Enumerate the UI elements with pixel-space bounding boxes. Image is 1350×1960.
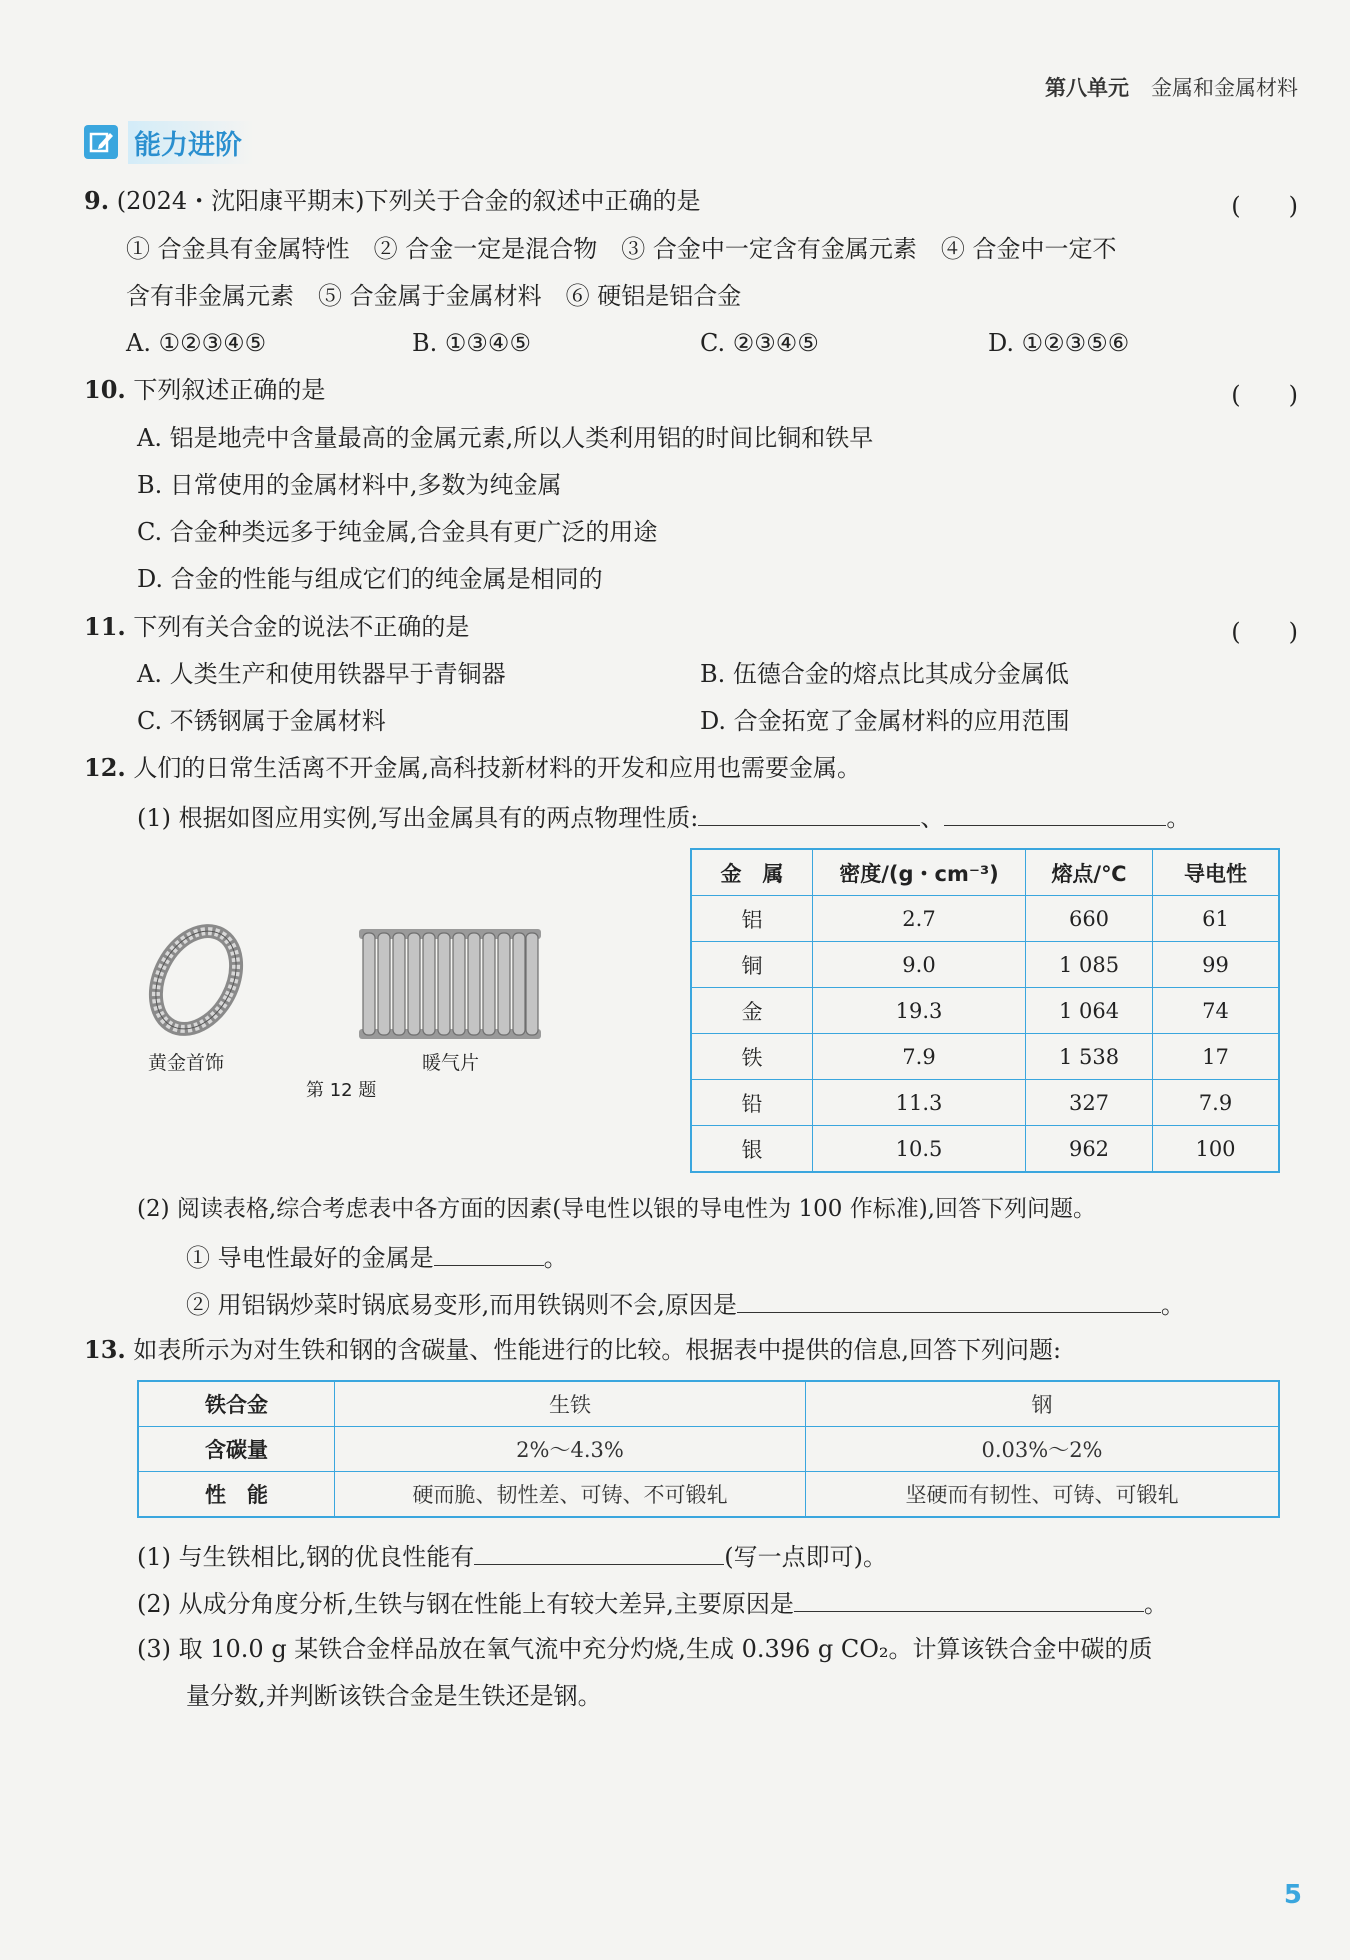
q9-option-c: C. ②③④⑤ (700, 329, 819, 357)
answer-blank[interactable] (737, 1288, 1161, 1313)
q9-option-a: A. ①②③④⑤ (126, 329, 267, 357)
q12-part1: (1) 根据如图应用实例,写出金属具有的两点物理性质: 、 。 (137, 801, 1190, 833)
table-row-header: 铁合金 (138, 1381, 335, 1427)
q9-stem: 9. (2024・沈阳康平期末)下列关于合金的叙述中正确的是 (84, 186, 701, 215)
q9-option-b: B. ①③④⑤ (412, 329, 531, 357)
table-row (138, 1381, 1279, 1427)
table-cell: 17 (1153, 1034, 1280, 1080)
q11-option-c: C. 不锈钢属于金属材料 (137, 707, 386, 735)
q12-stem: 12. 人们的日常生活离不开金属,高科技新材料的开发和应用也需要金属。 (84, 753, 862, 782)
table-header-row (691, 849, 1279, 896)
iron-steel-table (137, 1380, 1280, 1518)
topic-label: 金属和金属材料 (1151, 76, 1298, 100)
q13-stem: 13. 如表所示为对生铁和钢的含碳量、性能进行的比较。根据表中提供的信息,回答下列问题: (84, 1335, 1062, 1364)
table-cell: 962 (1026, 1126, 1153, 1173)
table-cell: 99 (1153, 942, 1280, 988)
answer-blank[interactable] (698, 801, 920, 826)
table-cell: 0.03%～2% (806, 1427, 1280, 1472)
answer-blank[interactable] (474, 1540, 724, 1565)
table-cell: 10.5 (813, 1126, 1026, 1173)
table-row (138, 1427, 1279, 1472)
table-header-cell: 导电性 (1153, 849, 1280, 896)
table-cell: 金 (691, 988, 813, 1034)
q9-statements-2: 含有非金属元素 ⑤ 合金属于金属材料 ⑥ 硬铝是铝合金 (126, 282, 742, 310)
pencil-icon (84, 125, 118, 159)
table-row (691, 942, 1279, 988)
page-number: 5 (1283, 1880, 1302, 1910)
q11-stem: 11. 下列有关合金的说法不正确的是 (84, 612, 470, 641)
table-row (691, 1080, 1279, 1126)
table-row-header: 性 能 (138, 1472, 335, 1518)
q11-option-d: D. 合金拓宽了金属材料的应用范围 (700, 707, 1070, 735)
q10-option-d: D. 合金的性能与组成它们的纯金属是相同的 (137, 565, 603, 593)
q10-answer-paren: ( ) (1231, 381, 1298, 409)
table-row (691, 896, 1279, 942)
table-row (138, 1472, 1279, 1518)
table-cell: 银 (691, 1126, 813, 1173)
table-header-cell: 熔点/℃ (1026, 849, 1153, 896)
table-cell: 铅 (691, 1080, 813, 1126)
unit-label: 第八单元 (1045, 76, 1129, 100)
table-cell: 19.3 (813, 988, 1026, 1034)
radiator-image (355, 925, 545, 1043)
table-cell: 660 (1026, 896, 1153, 942)
q13-part3-line1: (3) 取 10.0 g 某铁合金样品放在氧气流中充分灼烧,生成 0.396 g CO₂。计算该铁合金中碳的质 (137, 1635, 1153, 1663)
table-cell: 1 064 (1026, 988, 1153, 1034)
answer-blank[interactable] (944, 801, 1166, 826)
q9-statements-1: ① 合金具有金属特性 ② 合金一定是混合物 ③ 合金中一定含有金属元素 ④ 合金中一定不 (126, 235, 1117, 263)
section-title: 能力进阶 (128, 121, 254, 164)
metal-properties-table (690, 848, 1280, 1173)
table-cell: 铁 (691, 1034, 813, 1080)
q11-option-b: B. 伍德合金的熔点比其成分金属低 (700, 660, 1069, 688)
q10-option-c: C. 合金种类远多于纯金属,合金具有更广泛的用途 (137, 518, 658, 546)
q11-option-a: A. 人类生产和使用铁器早于青铜器 (137, 660, 506, 688)
table-cell: 1 538 (1026, 1034, 1153, 1080)
running-header (1045, 72, 1298, 102)
q10-option-a: A. 铝是地壳中含量最高的金属元素,所以人类利用铝的时间比铜和铁早 (137, 424, 874, 452)
table-cell: 74 (1153, 988, 1280, 1034)
table-header-cell: 密度/(g・cm⁻³) (813, 849, 1026, 896)
gold-ring-image (140, 920, 250, 1040)
table-cell: 9.0 (813, 942, 1026, 988)
q12-part2-1: ① 导电性最好的金属是 。 (186, 1241, 568, 1273)
table-cell: 7.9 (813, 1034, 1026, 1080)
table-cell: 61 (1153, 896, 1280, 942)
table-row (691, 988, 1279, 1034)
q13-part1: (1) 与生铁相比,钢的优良性能有 (写一点即可)。 (137, 1540, 887, 1572)
table-row (691, 1034, 1279, 1080)
table-cell: 铜 (691, 942, 813, 988)
answer-blank[interactable] (434, 1241, 544, 1266)
table-cell: 坚硬而有韧性、可铸、可锻轧 (806, 1472, 1280, 1518)
table-cell: 100 (1153, 1126, 1280, 1173)
q10-option-b: B. 日常使用的金属材料中,多数为纯金属 (137, 471, 562, 499)
q9-answer-paren: ( ) (1231, 192, 1298, 220)
table-cell: 1 085 (1026, 942, 1153, 988)
table-cell: 7.9 (1153, 1080, 1280, 1126)
table-cell: 327 (1026, 1080, 1153, 1126)
table-cell: 钢 (806, 1381, 1280, 1427)
q12-part2: (2) 阅读表格,综合考虑表中各方面的因素(导电性以银的导电性为 100 作标准),回答下列问题。 (137, 1196, 1096, 1222)
q11-answer-paren: ( ) (1231, 618, 1298, 646)
section-heading (84, 120, 324, 164)
table-cell: 11.3 (813, 1080, 1026, 1126)
figure-caption: 第 12 题 (306, 1080, 377, 1101)
table-row-header: 含碳量 (138, 1427, 335, 1472)
table-header-cell: 金 属 (691, 849, 813, 896)
q13-part3-line2: 量分数,并判断该铁合金是生铁还是钢。 (186, 1682, 602, 1710)
table-cell: 2.7 (813, 896, 1026, 942)
radiator-caption: 暖气片 (422, 1052, 480, 1074)
q13-part2: (2) 从成分角度分析,生铁与钢在性能上有较大差异,主要原因是 。 (137, 1587, 1168, 1619)
q10-stem: 10. 下列叙述正确的是 (84, 375, 326, 404)
table-cell: 硬而脆、韧性差、可铸、不可锻轧 (335, 1472, 806, 1518)
table-row (691, 1126, 1279, 1173)
gold-ring-caption: 黄金首饰 (148, 1052, 225, 1074)
table-cell: 生铁 (335, 1381, 806, 1427)
q9-option-d: D. ①②③⑤⑥ (988, 329, 1130, 357)
table-cell: 2%～4.3% (335, 1427, 806, 1472)
answer-blank[interactable] (794, 1587, 1144, 1612)
q12-part2-2: ② 用铝锅炒菜时锅底易变形,而用铁锅则不会,原因是 。 (186, 1288, 1185, 1320)
table-cell: 铝 (691, 896, 813, 942)
